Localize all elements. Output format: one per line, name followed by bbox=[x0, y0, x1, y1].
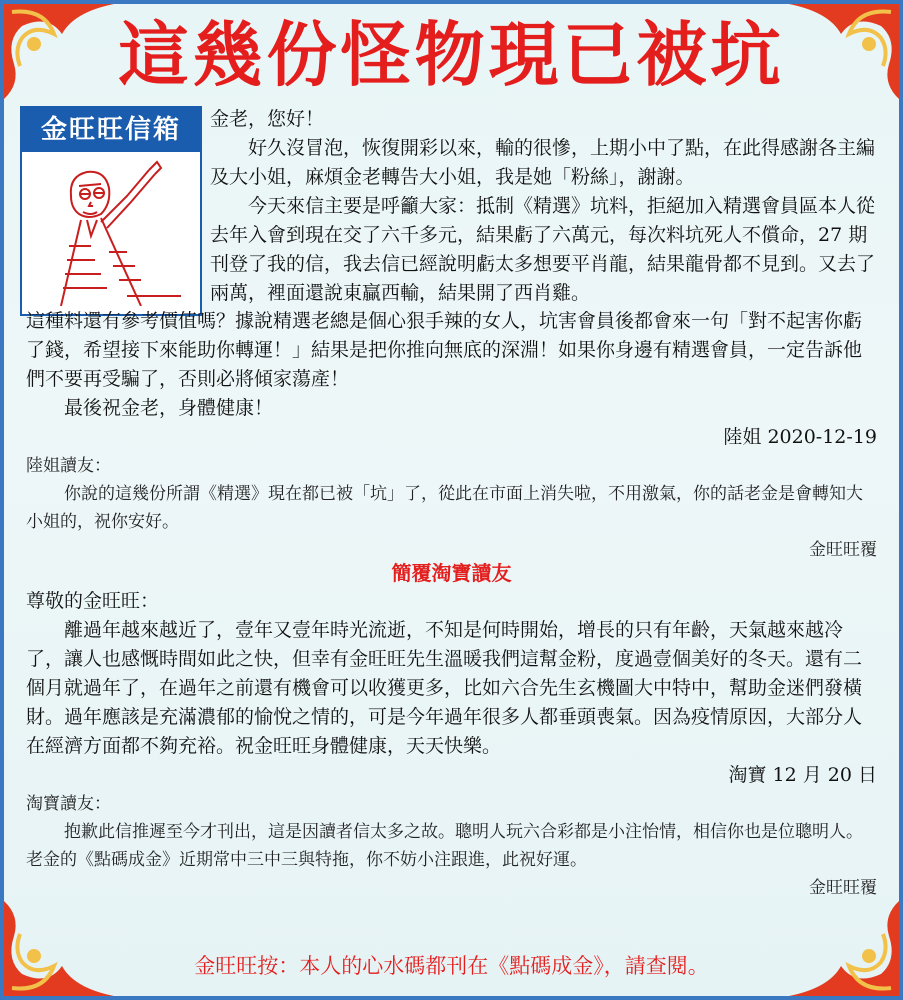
corner-ornament-icon bbox=[789, 4, 899, 99]
reply-1-body: 你說的這幾份所謂《精選》現在都已被「坑」了，從此在市面上消失啦，不用激氣，你的話老金是會轉知大小姐的，祝你安好。 bbox=[26, 484, 863, 532]
letter-2-body: 離過年越來越近了，壹年又壹年時光流逝，不知是何時開始，增長的只有年齡，天氣越來越冷了，讓人也感慨時間如此之快，但幸有金旺旺先生溫暖我們這幫金粉，度過壹個美好的冬天。還有二個月就過年了，在過年之前還有機會可以收獲更多，比如六合先生玄機圖大中特中，幫助金迷們發橫財。過年應該是充滿濃郁的愉悅之情的，可是今年過年很多人都垂頭喪氣。因為疫情原因，大部分人在經濟方面都不夠充裕。祝金旺旺身體健康，天天快樂。 bbox=[26, 619, 863, 757]
corner-ornament-icon bbox=[4, 4, 114, 99]
letter-1-bottom bbox=[26, 307, 877, 564]
corner-ornament-icon bbox=[789, 901, 899, 996]
letter-1-signature: 陸姐 2020-12-19 bbox=[723, 426, 877, 448]
letter-1-greeting: 金老，您好！ bbox=[210, 108, 325, 130]
section-title: 簡覆淘寶讀友 bbox=[391, 561, 512, 585]
letter-1-paragraph-3: 這種料還有參考價值嗎？據說精選老總是個心狠手辣的女人，坑害會員後都會來一句「對不起害你虧了錢，希望接下來能助你轉運！」結果是把你推向無底的深淵！如果你身邊有精選會員，一定告訴他們不要再受騙了，否則必將傾家蕩產！ bbox=[26, 310, 863, 390]
letter-1-paragraph-2: 今天來信主要是呼籲大家：抵制《精選》坑料，拒絕加入精選會員區本人從去年入會到現在交了六千多元，結果虧了六萬元，每次料坑死人不償命，27 期刊登了我的信，我去信已經說明虧太多想要平肖龍，結果龍骨都不見到。又去了兩萬，裡面還說東贏西輸，結果開了西肖雞。 bbox=[210, 195, 876, 304]
headline: 這幾份怪物現已被坑 bbox=[118, 14, 785, 96]
reply-1-signature: 金旺旺覆 bbox=[809, 540, 877, 560]
reply-1-salutation: 陸姐讀友： bbox=[26, 456, 111, 476]
letter-1-top bbox=[210, 105, 877, 308]
corner-ornament-icon bbox=[4, 901, 114, 996]
reply-2-body: 抱歉此信推遲至今才刊出，這是因讀者信太多之故。聰明人玩六合彩都是小注怡情，相信你也是位聰明人。老金的《點碼成金》近期常中三中三與特拖，你不妨小注跟進，此祝好運。 bbox=[26, 822, 863, 870]
letter-2-greeting: 尊敬的金旺旺： bbox=[26, 590, 160, 612]
footer-note: 金旺旺按：本人的心水碼都刊在《點碼成金》，請查閱。 bbox=[194, 954, 709, 978]
mailbox-column-logo bbox=[20, 106, 202, 316]
letter-1-paragraph-1: 好久沒冒泡，恢復開彩以來，輸的很慘，上期小中了點，在此得感謝各主編及大小姐，麻煩金老轉告大小姐，我是她「粉絲」，謝謝。 bbox=[210, 137, 876, 188]
letter-2 bbox=[26, 587, 877, 902]
reply-2-signature: 金旺旺覆 bbox=[809, 878, 877, 898]
letter-1-paragraph-4: 最後祝金老，身體健康！ bbox=[64, 397, 274, 419]
mailbox-label: 金旺旺信箱 bbox=[22, 108, 200, 152]
letter-2-signature: 淘寶 12 月 20 日 bbox=[728, 764, 877, 786]
pointing-man-illustration-icon bbox=[31, 156, 191, 306]
reply-2-salutation: 淘寶讀友： bbox=[26, 794, 111, 814]
